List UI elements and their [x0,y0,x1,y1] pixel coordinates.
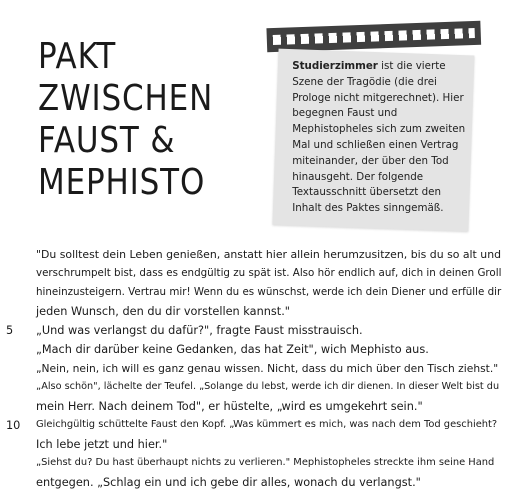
tape-strip [266,21,481,52]
page-title [38,36,213,204]
text-line: Gleichgültig schüttelte Faust den Kopf. „Was kümmert es mich, was nach dem Tod geschieht? [36,419,498,430]
text-line: jeden Wunsch, den du dir vorstellen kannst." [36,305,290,318]
text-line: mein Herr. Nach deinem Tod", er hüstelte, „wird es umgekehrt sein." [36,400,423,413]
info-note [267,32,478,215]
text-line: verschrumpelt bist, dass es endgültig zu spät ist. Also hör endlich auf, dich in deinen Groll [36,267,502,279]
line-number: 5 [6,324,14,337]
note-paper [272,49,474,232]
text-line: „Mach dir darüber keine Gedanken, das hat Zeit", wich Mephisto aus. [36,343,429,356]
text-line: Ich lebe jetzt und hier." [36,438,168,451]
note-body: ist die vierte Szene der Tragödie (die drei Prologe nicht mitgerechnet). Hier begegnen Faust und Mephistopheles sich zum zweiten Mal und schließen einen Vertrag miteinander, der über den Tod hinausgeht. Der folgende Textausschnitt übersetzt den Inhalt des Paktes sinngemäß. [292,60,466,215]
title-line: MEPHISTO [38,162,206,203]
text-line: „Und was verlangst du dafür?", fragte Faust misstrauisch. [36,324,363,337]
note-text [292,59,468,217]
text-line: „Nein, nein, ich will es ganz genau wissen. Nicht, dass du mich über den Tisch ziehst." [36,362,499,375]
text-line: "Du solltest dein Leben genießen, anstatt hier allein herumzusitzen, bis du so alt und [36,248,502,261]
text-line: entgegen. „Schlag ein und ich gebe dir alles, wonach du verlangst." [36,476,421,489]
text-line: hineinzusteigern. Vertrau mir! Wenn du es wünschst, werde ich dein Diener und erfülle dir [36,286,502,298]
title-line: FAUST & [38,120,176,161]
title-line: PAKT [38,36,117,77]
note-bold-lead: Studierzimmer [292,60,378,73]
text-line: „Siehst du? Du hast überhaupt nichts zu verlieren." Mephistopheles streckte ihm seine Hand [36,457,495,468]
line-number: 10 [6,419,21,432]
text-line: „Also schön", lächelte der Teufel. „Solange du lebst, werde ich dir dienen. In dieser Welt bist du [36,381,500,392]
title-line: ZWISCHEN [38,78,214,119]
